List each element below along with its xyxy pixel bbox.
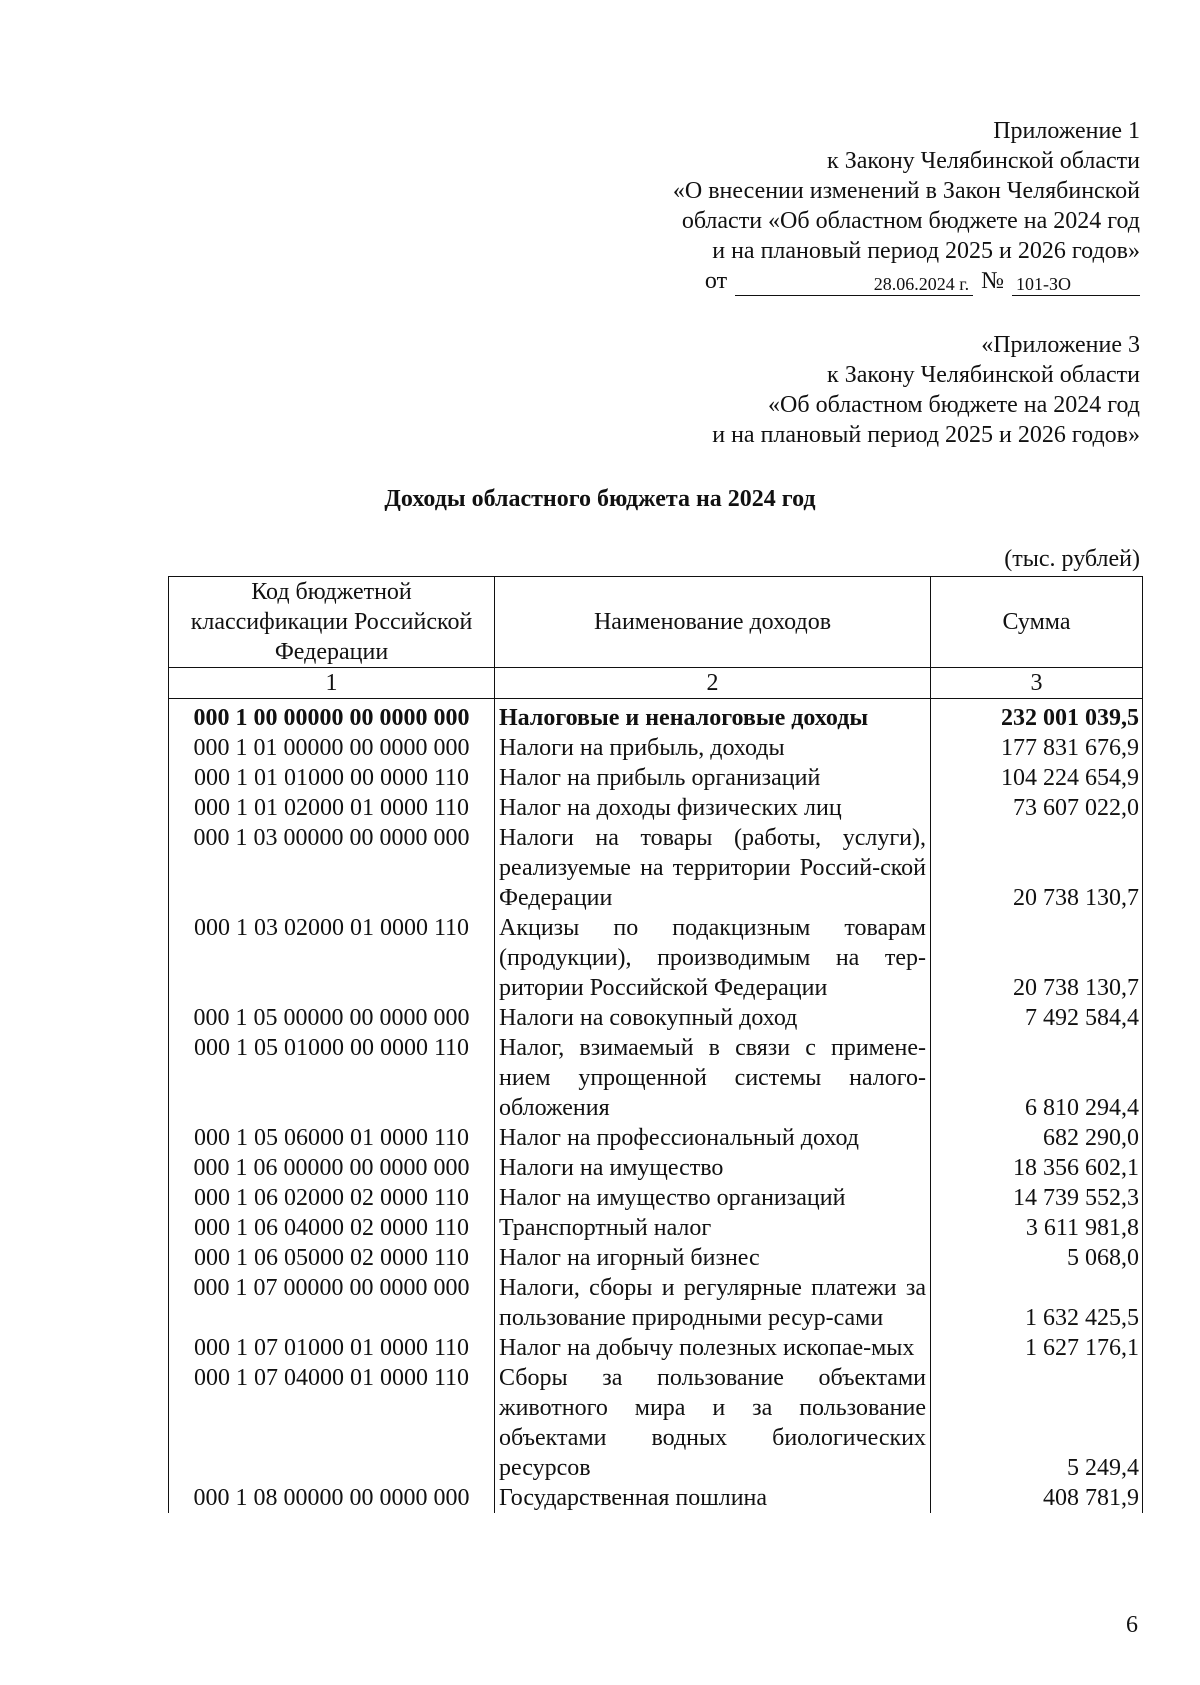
name-cell: Налоги на совокупный доход	[495, 1003, 931, 1033]
table-row	[169, 1273, 1143, 1333]
amount-cell: 177 831 676,9	[931, 733, 1143, 763]
table-row	[169, 699, 1143, 734]
table-row	[169, 1153, 1143, 1183]
name-cell: Акцизы по подакцизным товарам (продукции), производимым на тер-ритории Российской Федерации	[495, 913, 931, 1003]
header-name: Наименование доходов	[495, 577, 931, 668]
code-cell: 000 1 06 04000 02 0000 110	[169, 1213, 495, 1243]
table-row	[169, 1483, 1143, 1513]
name-cell: Налог на профессиональный доход	[495, 1123, 931, 1153]
code-cell: 000 1 05 00000 00 0000 000	[169, 1003, 495, 1033]
code-cell: 000 1 01 01000 00 0000 110	[169, 763, 495, 793]
table-row	[169, 763, 1143, 793]
amount-cell: 14 739 552,3	[931, 1183, 1143, 1213]
amount-cell: 1 632 425,5	[931, 1273, 1143, 1333]
table-row	[169, 1333, 1143, 1363]
annex3-line: к Закону Челябинской области	[827, 362, 1140, 388]
name-cell: Сборы за пользование объектами животного мира и за пользование объектами водных биологических ресурсов	[495, 1363, 931, 1483]
name-cell: Транспортный налог	[495, 1213, 931, 1243]
amount-cell: 18 356 602,1	[931, 1153, 1143, 1183]
annex1-line: к Закону Челябинской области	[827, 148, 1140, 174]
code-cell: 000 1 06 02000 02 0000 110	[169, 1183, 495, 1213]
amount-cell: 682 290,0	[931, 1123, 1143, 1153]
amount-cell: 7 492 584,4	[931, 1003, 1143, 1033]
annex1-line: «О внесении изменений в Закон Челябинской	[672, 178, 1140, 204]
table-row	[169, 1033, 1143, 1123]
code-cell: 000 1 05 01000 00 0000 110	[169, 1033, 495, 1123]
table-row	[169, 793, 1143, 823]
code-cell: 000 1 01 00000 00 0000 000	[169, 733, 495, 763]
name-cell: Налог на имущество организаций	[495, 1183, 931, 1213]
annex3-header	[580, 330, 1140, 450]
amount-cell: 232 001 039,5	[931, 699, 1143, 734]
units-label: (тыс. рублей)	[1004, 546, 1140, 572]
amount-cell: 6 810 294,4	[931, 1033, 1143, 1123]
name-cell: Государственная пошлина	[495, 1483, 931, 1513]
amount-cell: 3 611 981,8	[931, 1213, 1143, 1243]
amount-cell: 20 738 130,7	[931, 823, 1143, 913]
amount-cell: 1 627 176,1	[931, 1333, 1143, 1363]
table-row	[169, 1003, 1143, 1033]
code-cell: 000 1 08 00000 00 0000 000	[169, 1483, 495, 1513]
name-cell: Налог на доходы физических лиц	[495, 793, 931, 823]
amount-cell: 104 224 654,9	[931, 763, 1143, 793]
header-code: Код бюджетной классификации Российской Федерации	[169, 577, 495, 668]
name-cell: Налог на игорный бизнес	[495, 1243, 931, 1273]
name-cell: Налоги, сборы и регулярные платежи за пользование природными ресур-сами	[495, 1273, 931, 1333]
column-number: 3	[931, 668, 1143, 699]
column-number: 2	[495, 668, 931, 699]
law-number: 101-ЗО	[1012, 273, 1140, 296]
code-cell: 000 1 07 04000 01 0000 110	[169, 1363, 495, 1483]
code-cell: 000 1 06 00000 00 0000 000	[169, 1153, 495, 1183]
amount-cell: 408 781,9	[931, 1483, 1143, 1513]
annex3-line: «Приложение 3	[981, 332, 1140, 358]
name-cell: Налоги на имущество	[495, 1153, 931, 1183]
table-row	[169, 1213, 1143, 1243]
date-prefix: от	[704, 268, 728, 294]
document-title: Доходы областного бюджета на 2024 год	[384, 486, 816, 512]
revenue-table	[168, 576, 1143, 1513]
annex1-line: области «Об областном бюджете на 2024 год	[681, 208, 1140, 234]
annex1-line: и на плановый период 2025 и 2026 годов»	[712, 238, 1140, 264]
law-date: 28.06.2024 г.	[735, 273, 973, 296]
table-row	[169, 1183, 1143, 1213]
column-number-row	[169, 668, 1143, 699]
table-row	[169, 1363, 1143, 1483]
name-cell: Налоговые и неналоговые доходы	[495, 699, 931, 734]
amount-cell: 5 249,4	[931, 1363, 1143, 1483]
name-cell: Налоги на товары (работы, услуги), реализуемые на территории Россий-ской Федерации	[495, 823, 931, 913]
name-cell: Налог на прибыль организаций	[495, 763, 931, 793]
annex1-line: Приложение 1	[993, 118, 1140, 144]
amount-cell: 5 068,0	[931, 1243, 1143, 1273]
table-body	[169, 699, 1143, 1514]
number-sign: №	[981, 268, 1004, 294]
code-cell: 000 1 07 00000 00 0000 000	[169, 1273, 495, 1333]
annex3-line: «Об областном бюджете на 2024 год	[768, 392, 1140, 418]
table-row	[169, 1243, 1143, 1273]
code-cell: 000 1 05 06000 01 0000 110	[169, 1123, 495, 1153]
table-row	[169, 733, 1143, 763]
name-cell: Налог, взимаемый в связи с примене-нием упрощенной системы налого-обложения	[495, 1033, 931, 1123]
page-number: 6	[1126, 1612, 1138, 1638]
code-cell: 000 1 07 01000 01 0000 110	[169, 1333, 495, 1363]
table-row	[169, 913, 1143, 1003]
amount-cell: 20 738 130,7	[931, 913, 1143, 1003]
table-header-row	[169, 577, 1143, 668]
code-cell: 000 1 03 02000 01 0000 110	[169, 913, 495, 1003]
name-cell: Налог на добычу полезных ископае-мых	[495, 1333, 931, 1363]
code-cell: 000 1 01 02000 01 0000 110	[169, 793, 495, 823]
annex3-line: и на плановый период 2025 и 2026 годов»	[712, 422, 1140, 448]
code-cell: 000 1 00 00000 00 0000 000	[169, 699, 495, 734]
amount-cell: 73 607 022,0	[931, 793, 1143, 823]
code-cell: 000 1 06 05000 02 0000 110	[169, 1243, 495, 1273]
annex1-header	[580, 116, 1140, 296]
annex1-date-line	[580, 266, 1140, 296]
table-row	[169, 1123, 1143, 1153]
column-number: 1	[169, 668, 495, 699]
header-amount: Сумма	[931, 577, 1143, 668]
table-row	[169, 823, 1143, 913]
name-cell: Налоги на прибыль, доходы	[495, 733, 931, 763]
code-cell: 000 1 03 00000 00 0000 000	[169, 823, 495, 913]
